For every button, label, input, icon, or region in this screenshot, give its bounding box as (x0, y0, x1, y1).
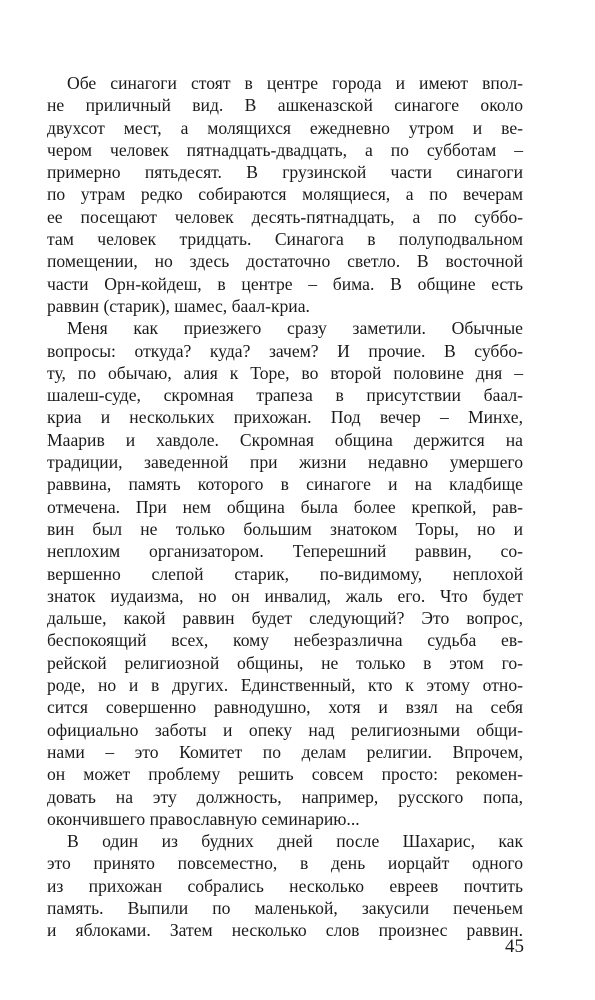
text-line: В один из будних дней после Шахарис, как (67, 831, 523, 852)
text-line: довать на эту должность, например, русского попа, (47, 786, 523, 807)
text-line: не приличный вид. В ашкеназской синагоге около (47, 95, 523, 116)
text-line: по утрам редко собираются молящиеся, а по вечерам (47, 184, 523, 205)
text-line: ее посещают человек десять-пятнадцать, а по суббо- (47, 206, 523, 227)
text-line: примерно пятьдесят. В грузинской части синагоги (47, 162, 523, 183)
text-line: нами – это Комитет по делам религии. Впрочем, (47, 741, 523, 762)
text-line: вопросы: откуда? куда? зачем? И прочие. В суббо- (47, 340, 523, 361)
text-line: память. Выпили по маленькой, закусили печеньем (47, 897, 523, 918)
text-line: это принято повсеместно, в день иорцайт одного (47, 853, 523, 874)
text-line: официально заботы и опеку над религиозными общи- (47, 719, 523, 740)
paragraph (47, 830, 523, 941)
text-line: из прихожан собрались несколько евреев почтить (47, 875, 523, 896)
text-line: раввин (старик), шамес, баал-криа. (47, 295, 310, 316)
page-text-block (47, 72, 523, 942)
text-line: Меня как приезжего сразу заметили. Обычные (67, 318, 523, 339)
text-line: раввина, память которого в синагоге и на кладбище (47, 474, 523, 495)
text-line: двухсот мест, а молящихся ежедневно утром и ве- (47, 117, 523, 138)
text-line: ту, по обычаю, алия к Торе, во второй половине дня – (47, 362, 523, 383)
text-line: окончившего православную семинарию... (47, 808, 360, 829)
text-line: криа и нескольких прихожан. Под вечер – Минхе, (47, 407, 523, 428)
paragraph (47, 72, 523, 317)
text-line: Маарив и хавдоле. Скромная община держится на (47, 429, 523, 450)
text-line: вершенно слепой старик, по-видимому, неплохой (47, 563, 523, 584)
text-line: роде, но и в других. Единственный, кто к этому отно- (47, 675, 523, 696)
text-line: части Орн-койдеш, в центре – бима. В общине есть (47, 273, 523, 294)
text-line: там человек тридцать. Синагога в полуподвальном (47, 229, 523, 250)
text-line: неплохим организатором. Теперешний раввин, со- (47, 541, 523, 562)
text-line: и яблоками. Затем несколько слов произнес раввин. (47, 920, 523, 941)
text-line: беспокоящий всех, кому небезразлична судьба ев- (47, 630, 523, 651)
text-line: знаток иудаизма, но он инвалид, жаль его. Что будет (47, 585, 523, 606)
text-line: шалеш-суде, скромная трапеза в присутствии баал- (47, 385, 523, 406)
text-line: дальше, какой раввин будет следующий? Это вопрос, (47, 608, 523, 629)
text-line: помещении, но здесь достаточно светло. В восточной (47, 251, 523, 272)
paragraph (47, 317, 523, 830)
text-line: Обе синагоги стоят в центре города и имеют впол- (67, 73, 523, 93)
text-line: рейской религиозной общины, не только в этом го- (47, 652, 523, 673)
text-line: отмечена. При нем община была более крепкой, рав- (47, 496, 523, 517)
page-number: 45 (505, 936, 524, 957)
text-line: чером человек пятнадцать-двадцать, а по субботам – (47, 139, 523, 160)
text-line: он может проблему решить совсем просто: рекомен- (47, 764, 523, 785)
text-line: вин был не только большим знатоком Торы, но и (47, 518, 523, 539)
text-line: традиции, заведенной при жизни недавно умершего (47, 452, 523, 473)
text-line: сится совершенно равнодушно, хотя и взял на себя (47, 697, 523, 718)
